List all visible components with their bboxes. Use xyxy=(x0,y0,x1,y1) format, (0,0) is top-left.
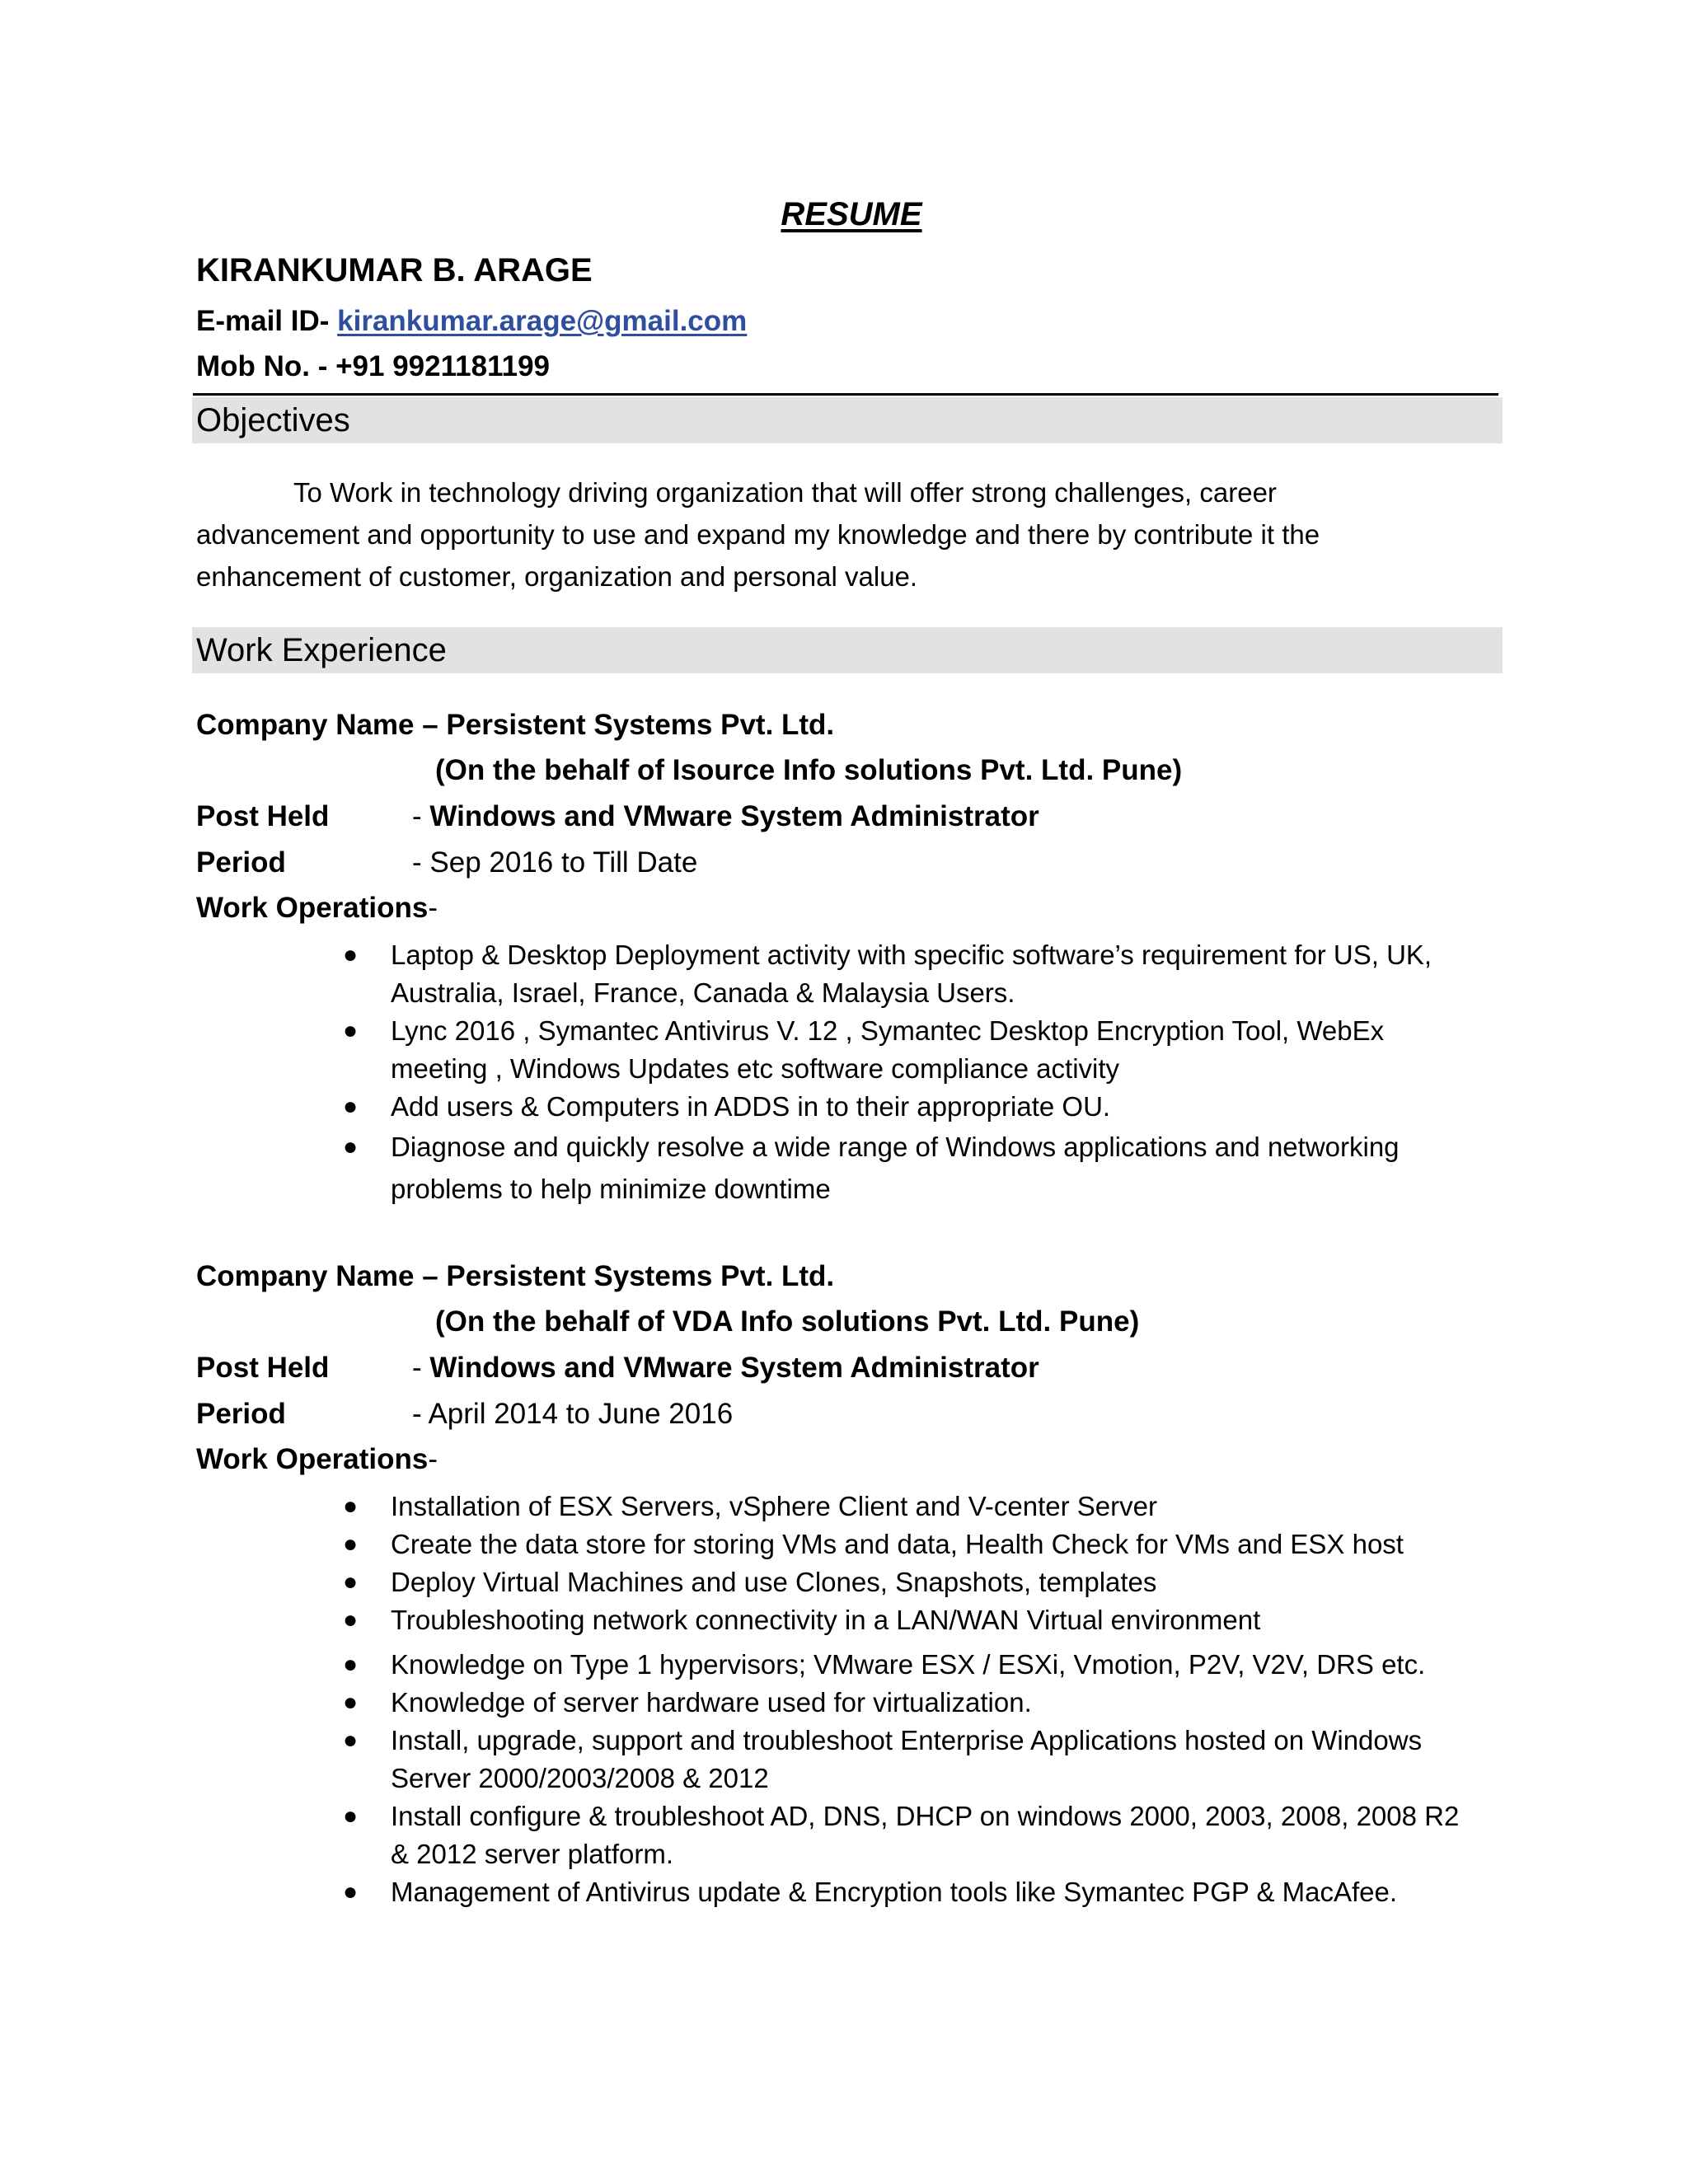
bullet-icon: ● xyxy=(343,1133,359,1160)
bullet-icon: ● xyxy=(343,1017,359,1044)
list-item xyxy=(343,1601,1479,1639)
list-item xyxy=(343,1126,1479,1210)
list-item-text: Laptop & Desktop Deployment activity with specific software’s requirement for US, UK, Australia, Israel, France, Canada & Malaysia Users. xyxy=(391,940,1432,1008)
list-item xyxy=(343,1488,1479,1526)
mobile-row: Mob No. - +91 9921181199 xyxy=(196,350,551,382)
post-held-value xyxy=(412,800,1039,833)
work-operations-row xyxy=(196,1443,438,1476)
list-item xyxy=(343,1088,1479,1126)
header-divider xyxy=(193,393,1498,396)
list-item xyxy=(343,1563,1479,1601)
list-item xyxy=(343,1797,1479,1873)
email-label: E-mail ID- xyxy=(196,305,338,337)
period-label: Period xyxy=(196,846,286,879)
objectives-heading: Objectives xyxy=(192,397,1503,443)
list-item-text: Installation of ESX Servers, vSphere Client and V-center Server xyxy=(391,1491,1157,1521)
post-held-title: Windows and VMware System Administrator xyxy=(429,1352,1039,1384)
list-item-text: Troubleshooting network connectivity in a LAN/WAN Virtual environment xyxy=(391,1605,1261,1635)
post-held-label: Post Held xyxy=(196,1352,330,1384)
list-item-text: Knowledge of server hardware used for virtualization. xyxy=(391,1687,1032,1718)
work-operations-list xyxy=(343,1488,1479,1911)
list-item xyxy=(343,1684,1479,1722)
list-item xyxy=(343,1722,1479,1797)
list-item xyxy=(343,1646,1479,1684)
list-item-text: Knowledge on Type 1 hypervisors; VMware ESX / ESXi, Vmotion, P2V, V2V, DRS etc. xyxy=(391,1649,1426,1680)
list-item-text: Install, upgrade, support and troubleshoot Enterprise Applications hosted on Windows Server 2000/2003/2008 & 2012 xyxy=(391,1725,1423,1793)
list-item xyxy=(343,1012,1479,1088)
bullet-icon: ● xyxy=(343,1727,359,1754)
post-held-label: Post Held xyxy=(196,800,330,832)
post-held-dash: - xyxy=(412,800,430,832)
list-item-text: Deploy Virtual Machines and use Clones, Snapshots, templates xyxy=(391,1567,1157,1597)
bullet-icon: ● xyxy=(343,1802,359,1830)
list-item xyxy=(343,1526,1479,1563)
post-held-title: Windows and VMware System Administrator xyxy=(429,800,1039,832)
bullet-icon: ● xyxy=(343,1530,359,1558)
email-row xyxy=(196,305,747,338)
work-operations-label: Work Operations xyxy=(196,1443,429,1475)
work-experience-heading: Work Experience xyxy=(192,627,1503,673)
list-item-text: Lync 2016 , Symantec Antivirus V. 12 , Symantec Desktop Encryption Tool, WebEx meeting , Windows Updates etc software compliance activity xyxy=(391,1015,1385,1084)
company-behalf: (On the behalf of VDA Info solutions Pvt. Ltd. Pune) xyxy=(435,1305,1140,1338)
bullet-icon: ● xyxy=(343,1651,359,1678)
bullet-icon: ● xyxy=(343,1493,359,1520)
list-item xyxy=(343,1873,1479,1911)
work-operations-row xyxy=(196,892,438,925)
candidate-name: KIRANKUMAR B. ARAGE xyxy=(196,252,593,288)
list-item-text: Management of Antivirus update & Encryption tools like Symantec PGP & MacAfee. xyxy=(391,1877,1398,1907)
bullet-icon: ● xyxy=(343,1878,359,1905)
bullet-icon: ● xyxy=(343,1606,359,1633)
list-item-text: Install configure & troubleshoot AD, DNS, DHCP on windows 2000, 2003, 2008, 2008 R2 & 2012 server platform. xyxy=(391,1801,1460,1869)
work-operations-list xyxy=(343,936,1479,1210)
list-item-text: Add users & Computers in ADDS in to their appropriate OU. xyxy=(391,1091,1111,1122)
post-held-dash: - xyxy=(412,1352,430,1384)
document-title: RESUME xyxy=(781,196,922,232)
period-value: - Sep 2016 to Till Date xyxy=(412,846,698,879)
list-item xyxy=(343,936,1479,1012)
list-item-text: Diagnose and quickly resolve a wide range of Windows applications and networking problems to help minimize downtime xyxy=(391,1132,1400,1204)
email-link[interactable]: kirankumar.arage@gmail.com xyxy=(337,305,748,337)
work-operations-label: Work Operations xyxy=(196,892,429,924)
company-behalf: (On the behalf of Isource Info solutions Pvt. Ltd. Pune) xyxy=(435,754,1183,786)
work-operations-dash: - xyxy=(428,892,438,924)
objective-text: To Work in technology driving organization that will offer strong challenges, career advancement and opportunity to use and expand my knowledge and there by contribute it the enhancement of customer, organization and personal value. xyxy=(196,477,1320,592)
bullet-icon: ● xyxy=(343,941,359,968)
company-name: Company Name – Persistent Systems Pvt. Ltd. xyxy=(196,709,835,741)
bullet-icon: ● xyxy=(343,1568,359,1596)
work-operations-dash: - xyxy=(428,1443,438,1475)
bullet-icon: ● xyxy=(343,1093,359,1120)
post-held-value xyxy=(412,1352,1039,1385)
bullet-icon: ● xyxy=(343,1689,359,1716)
company-name: Company Name – Persistent Systems Pvt. Ltd. xyxy=(196,1260,835,1292)
period-value: - April 2014 to June 2016 xyxy=(412,1398,734,1430)
period-label: Period xyxy=(196,1398,286,1430)
list-item-text: Create the data store for storing VMs and data, Health Check for VMs and ESX host xyxy=(391,1529,1404,1559)
